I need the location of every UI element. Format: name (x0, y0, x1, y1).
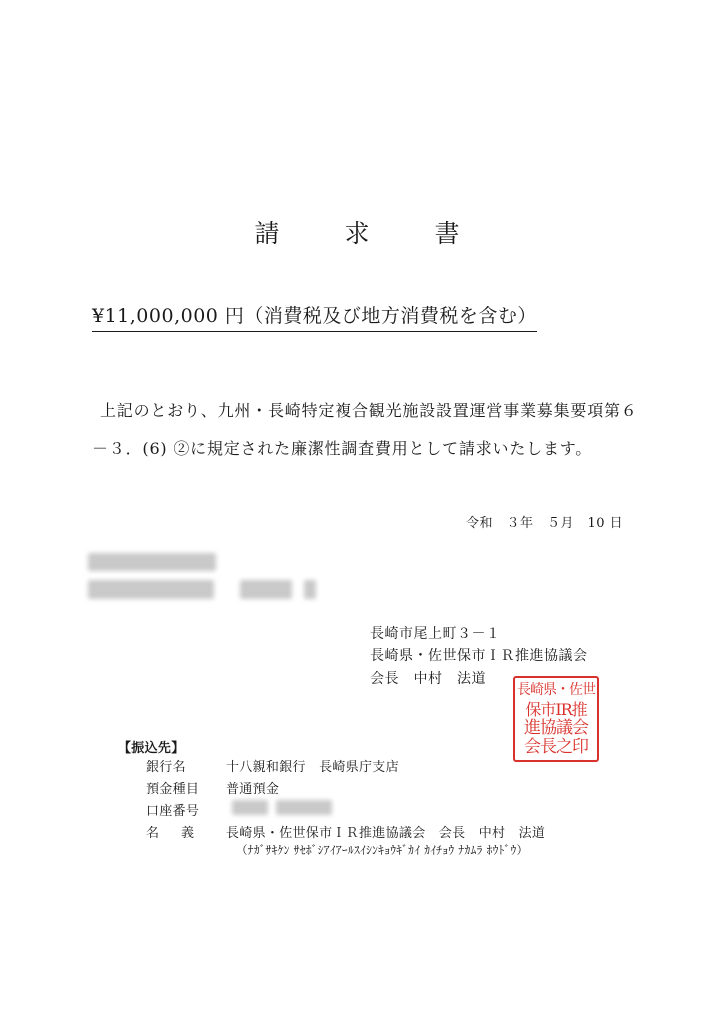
invoice-date: 令和 ３年 ５月 10 日 (466, 516, 624, 531)
account-holder-value: 長崎県・佐世保市ＩＲ推進協議会 会長 中村 法道 (226, 826, 546, 841)
redacted-account-number-b (276, 800, 332, 815)
sender-organization: 長崎県・佐世保市ＩＲ推進協議会 (370, 648, 588, 664)
invoice-body-line-1: 上記のとおり、九州・長崎特定複合観光施設設置運営事業募集要項第６ (100, 401, 638, 420)
invoice-title: 請 求 書 (254, 219, 480, 248)
sender-address: 長崎市尾上町３－１ (370, 626, 501, 642)
account-holder-label: 名義 (146, 826, 217, 841)
redacted-recipient-line-1 (88, 553, 216, 571)
invoice-body-line-2: －３．(6) ②に規定された廉潔性調査費用として請求いたします。 (92, 439, 593, 458)
bank-name-value: 十八親和銀行 長崎県庁支店 (226, 760, 399, 775)
bank-name-label: 銀行名 (146, 760, 186, 775)
bank-heading: 【振込先】 (118, 741, 185, 756)
sender-representative: 会長 中村 法道 (370, 671, 486, 687)
redacted-account-number-a (232, 800, 268, 815)
official-seal-stamp: 長崎県・佐世 保市IR推 進協議会 会長之印 (513, 676, 599, 762)
deposit-type-value: 普通預金 (226, 782, 280, 797)
redacted-recipient-line-2c (304, 580, 316, 599)
deposit-type-label: 預金種目 (146, 782, 200, 797)
account-number-label: 口座番号 (146, 804, 200, 819)
redacted-recipient-line-2a (88, 580, 214, 599)
redacted-recipient-line-2b (240, 580, 292, 599)
account-holder-kana: （ﾅｶﾞｻｷｹﾝ ｻｾﾎﾞｼｱｲｱｰﾙｽｲｼﾝｷｮｳｷﾞｶｲ ｶｲﾁｮｳ ﾅｶﾑﾗ ﾎｳﾄﾞｳ） (236, 843, 529, 857)
invoice-amount: ¥11,000,000 円（消費税及び地方消費税を含む） (92, 301, 537, 332)
